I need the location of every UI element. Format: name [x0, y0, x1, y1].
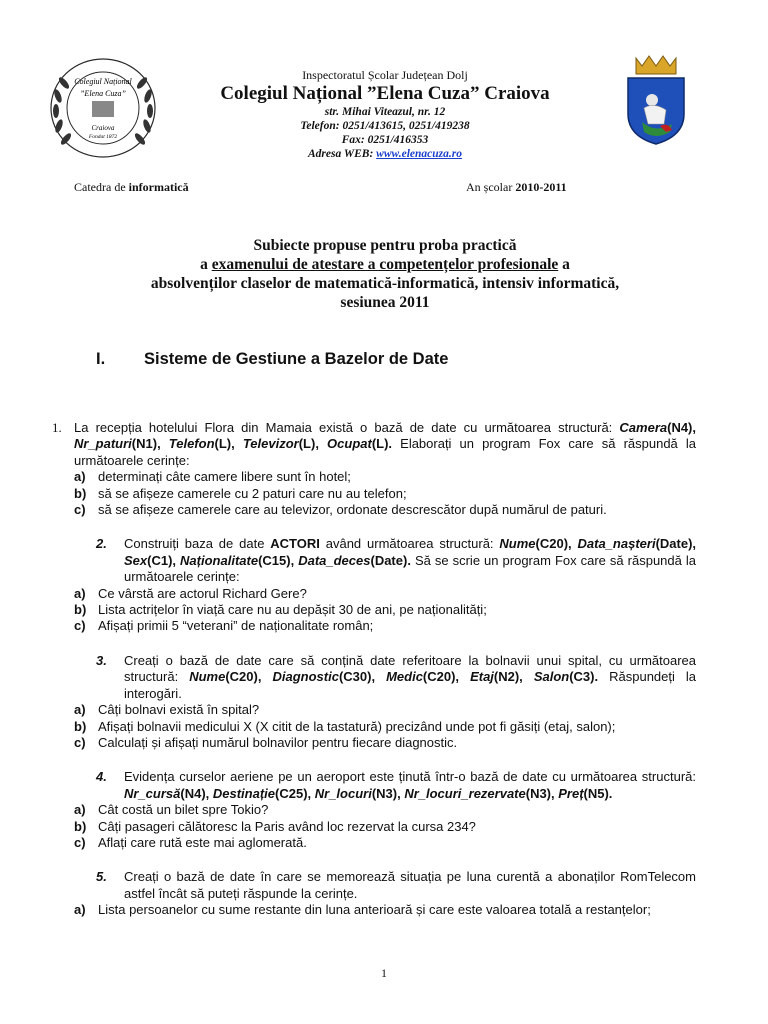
field-type: (N1), [131, 436, 169, 452]
department-value: informatică [128, 180, 189, 194]
field-name: Televizor [242, 436, 299, 452]
field-type: (L), [214, 436, 243, 452]
q3-intro: Creați o bază de date care să conțină date referitoare la bolnavii unui spital, cu următoarea structură: [124, 652, 696, 685]
school-year-value: 2010-2011 [515, 180, 567, 194]
question-1 [52, 420, 696, 518]
field-type: (N4), [180, 785, 213, 801]
option-label: c) [74, 734, 86, 750]
city-coat-of-arms [622, 52, 690, 148]
field-name: Sex [124, 552, 148, 568]
question-4 [74, 769, 696, 851]
question-text [124, 536, 696, 585]
option-a [74, 702, 696, 718]
field-type: (C3). [569, 669, 599, 685]
web-link[interactable]: www.elenacuza.ro [376, 148, 462, 160]
title-line-2-post: a [562, 256, 570, 273]
field-type: (N4), [667, 420, 696, 435]
option-a [74, 802, 696, 818]
option-c [74, 835, 696, 851]
logo-building-icon [92, 101, 114, 117]
option-text: Câți pasageri călătoresc la Paris având loc rezervat la cursa 234? [98, 818, 476, 834]
field-name: Etaj [470, 669, 494, 685]
field-name: Telefon [168, 436, 215, 452]
q3-outro: Răspundeți la interogări. [124, 669, 697, 701]
option-a [74, 902, 696, 918]
option-text: Calculați și afișați numărul bolnavilor pentru fiecare diagnostic. [98, 734, 458, 750]
title-line-2 [80, 255, 690, 274]
page-number: 1 [381, 966, 387, 980]
section-number: I. [96, 350, 106, 368]
field-name: Naționalitate [180, 552, 259, 568]
option-label: c) [74, 834, 86, 850]
option-text: Afișați primii 5 “veterani” de naționalitate român; [98, 618, 374, 634]
field-name: Nume [189, 669, 226, 685]
field-type: (C20), [535, 536, 578, 552]
field-name: Diagnostic [272, 669, 339, 685]
option-label: b) [74, 602, 87, 618]
field-name: Data_nașteri [577, 536, 656, 552]
option-text: Aflați care rută este mai aglomerată. [98, 834, 307, 850]
field-name: Nr_paturi [74, 436, 132, 452]
option-text: să se afișeze camerele cu 2 paturi care nu au telefon; [98, 485, 407, 501]
q2-outro: Să se scrie un program Fox care să răspundă la următoarele cerințe: [124, 552, 697, 585]
q2-mid: având următoarea structură: [319, 536, 500, 552]
option-text: Afișați bolnavii medicului X (X citit de la tastatură) precizând unde pot fi găsiți (etaj, salon); [98, 718, 616, 734]
field-type: (L), [298, 436, 328, 452]
field-type: (C20), [422, 669, 471, 685]
option-text: Lista actrițelor în viață care nu au depășit 30 de ani, pe naționalități; [98, 602, 487, 618]
inspectorate-name: Inspectoratul Școlar Județean Dolj [302, 68, 468, 82]
option-label: b) [74, 818, 87, 834]
option-text: Câți bolnavi există în spital? [98, 702, 260, 718]
logo-city: Craiova [91, 124, 115, 132]
option-c [74, 502, 696, 518]
option-text: să se afișeze camerele care au televizor, ordonate descrescător după numărul de paturi. [98, 502, 607, 518]
question-number: 2. [96, 536, 107, 552]
option-label: b) [74, 718, 87, 734]
option-a [74, 586, 696, 602]
field-type: (C1), [147, 552, 181, 568]
school-year-line [466, 180, 567, 195]
field-name: Preț [558, 785, 584, 801]
option-label: a) [74, 802, 86, 818]
option-label: a) [74, 902, 86, 918]
department-line [74, 180, 189, 195]
option-b [74, 819, 696, 835]
option-text: Cât costă un bilet spre Tokio? [98, 802, 269, 818]
field-name: Destinație [212, 785, 276, 801]
school-logo [48, 56, 158, 160]
option-label: c) [74, 502, 86, 518]
q2-intro: Construiți baza de date [124, 536, 271, 552]
field-name: Nr_locuri [314, 785, 372, 801]
option-c [74, 618, 696, 634]
field-name: Nume [499, 536, 536, 552]
q1-outro: Elaborați un program Fox care să răspundă la următoarele cerințe: [74, 436, 696, 468]
option-text: Ce vârstă are actorul Richard Gere? [98, 585, 307, 601]
section-heading [96, 350, 448, 369]
field-type: (N5). [583, 785, 613, 801]
question-number: 4. [96, 769, 107, 785]
school-name: Colegiul Național ”Elena Cuza” Craiova [220, 83, 550, 104]
school-year-label: An școlar [466, 180, 513, 194]
question-text [74, 420, 696, 469]
field-name: Data_deces [298, 552, 371, 568]
option-b [74, 486, 696, 502]
field-type: (L). [371, 436, 393, 452]
school-web [180, 147, 590, 161]
option-c [74, 735, 696, 751]
field-type: (N3), [525, 785, 559, 801]
question-text: Creați o bază de date în care se memorează situația pe luna curentă a abonaților RomTelecom astfel încât să puteți răspunde la cerințe. [124, 869, 696, 901]
question-5 [74, 869, 696, 918]
field-type: (C20), [225, 669, 273, 685]
question-text [124, 653, 696, 702]
title-line-3: absolvenților claselor de matematică-informatică, intensiv informatică, [150, 275, 620, 292]
option-a [74, 469, 696, 485]
option-label: a) [74, 469, 86, 485]
logo-name: ”Elena Cuza” [79, 89, 127, 98]
section-title: Sisteme de Gestiune a Bazelor de Date [144, 350, 449, 368]
logo-ring-text: Colegiul Național [74, 77, 132, 86]
option-b [74, 602, 696, 618]
logo-founded: Fondat 1872 [88, 134, 118, 140]
field-type: (N3), [371, 785, 405, 801]
crown-icon [636, 56, 676, 74]
question-number: 5. [96, 869, 107, 885]
field-type: (Date), [655, 536, 697, 552]
web-label: Adresa WEB: [307, 148, 374, 160]
option-text: Lista persoanelor cu sume restante din luna anterioară și care este valoarea totală a restanțelor; [98, 902, 651, 918]
q4-intro: Evidența curselor aeriene pe un aeroport este ținută într-o bază de date cu următoarea structură: [124, 769, 696, 785]
letterhead [180, 68, 590, 161]
field-name: Salon [533, 669, 570, 685]
title-line-2-pre: a [200, 256, 208, 273]
question-text [124, 769, 696, 802]
database-name: ACTORI [270, 536, 320, 552]
questions-list [52, 420, 697, 937]
option-label: b) [74, 485, 87, 501]
field-type: (C25), [275, 785, 315, 801]
field-name: Camera [619, 420, 668, 435]
school-address: str. Mihai Viteazul, nr. 12 [324, 106, 446, 118]
school-phone: Telefon: 0251/413615, 0251/419238 [300, 120, 470, 132]
field-name: Nr_locuri_rezervate [404, 785, 526, 801]
school-fax: Fax: 0251/416353 [341, 134, 429, 146]
option-label: a) [74, 702, 86, 718]
field-type: (N2), [493, 669, 534, 685]
question-3 [74, 653, 696, 751]
q1-intro: La recepția hotelului Flora din Mamaia există o bază de date cu următoarea structură: [74, 420, 613, 435]
option-b [74, 719, 696, 735]
option-label: a) [74, 585, 86, 601]
document-title [80, 236, 690, 312]
field-type: (C30), [338, 669, 387, 685]
question-number: 3. [96, 652, 107, 668]
title-line-4: sesiunea 2011 [340, 294, 430, 311]
field-type: (Date). [370, 552, 411, 568]
field-name: Nr_cursă [124, 785, 181, 801]
question-number: 1. [52, 420, 62, 435]
department-label: Catedra de [74, 180, 126, 194]
title-line-1: Subiecte propuse pentru proba practică [253, 237, 517, 254]
question-2 [74, 536, 696, 634]
option-text: determinați câte camere libere sunt în hotel; [98, 469, 351, 485]
field-name: Medic [386, 669, 423, 685]
field-name: Ocupat [327, 436, 372, 452]
option-label: c) [74, 618, 86, 634]
field-type: (C15), [258, 552, 299, 568]
title-line-2-underlined: examenului de atestare a competențelor profesionale [211, 256, 559, 273]
